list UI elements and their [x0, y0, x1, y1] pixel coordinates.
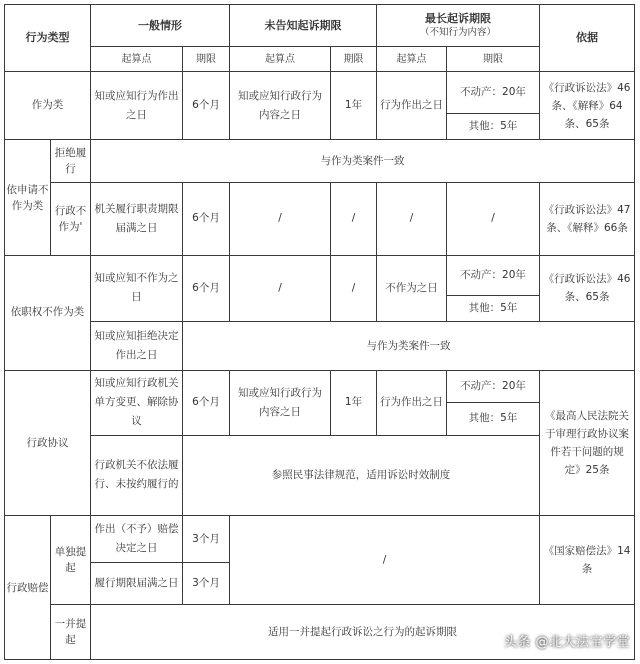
omission-apply-fail-start: 机关履行职责期限届满之日 [91, 182, 183, 255]
omission-apply-refuse-text: 与作为类案件一致 [91, 140, 635, 182]
omission-duty-max-other: 其他：5年 [447, 296, 540, 322]
header-unknown-start: 起算点 [230, 47, 331, 71]
omission-apply-basis: 《行政诉讼法》47条、《解释》66条 [540, 182, 635, 255]
act-max-start: 行为作出之日 [377, 71, 447, 140]
watermark: 头条 @北大法宝学堂 [503, 635, 630, 650]
omission-duty-refuse-start: 知或应知拒绝决定作出之日 [91, 322, 183, 371]
omission-duty-refuse-text: 与作为类案件一致 [183, 322, 635, 371]
omission-apply-fail-period: 6个月 [183, 182, 230, 255]
row-omission-apply-label: 依申请不作为类 [5, 140, 51, 255]
compensation-slash: / [230, 516, 540, 605]
header-unknown-period: 期限 [331, 47, 377, 71]
row-compensation-label: 行政赔偿 [5, 516, 51, 660]
omission-apply-fail-label: 行政不作为' [51, 182, 91, 255]
omission-duty-max-real-estate: 不动产：20年 [447, 255, 540, 295]
row-act-label: 作为类 [5, 71, 91, 140]
compensation-c1-start: 作出（不予）赔偿决定之日 [91, 516, 183, 562]
agreement-a-max-start: 行为作出之日 [377, 370, 447, 435]
agreement-b-text: 参照民事法律规范，适用诉讼时效制度 [183, 435, 540, 516]
agreement-a-unknown-start: 知或应知行政行为内容之日 [230, 370, 331, 435]
header-max-period-sub: 期限 [447, 47, 540, 71]
agreement-basis: 《最高人民法院关于审理行政协议案件若干问题的规定》25条 [540, 370, 635, 516]
header-general: 一般情形 [91, 5, 230, 47]
omission-duty-general-period: 6个月 [183, 255, 230, 322]
header-general-period: 期限 [183, 47, 230, 71]
header-general-start: 起算点 [91, 47, 183, 71]
compensation-c2-start: 履行期限届满之日 [91, 562, 183, 604]
omission-duty-basis: 《行政诉讼法》46条、65条 [540, 255, 635, 322]
header-max-period-line1: 最长起诉期限 [425, 11, 491, 25]
limitation-table-sheet [4, 4, 634, 660]
row-agreement-label: 行政协议 [5, 370, 91, 516]
compensation-c1-period: 3个月 [183, 516, 230, 562]
act-unknown-period: 1年 [331, 71, 377, 140]
act-max-real-estate: 不动产：20年 [447, 71, 540, 113]
omission-duty-max-start: 不作为之日 [377, 255, 447, 322]
omission-apply-refuse-label: 拒绝履行 [51, 140, 91, 182]
agreement-max-other: 其他：5年 [447, 403, 540, 435]
omission-apply-slash-4: / [447, 182, 540, 255]
compensation-c2-period: 3个月 [183, 562, 230, 604]
omission-duty-general-start: 知或应知不作为之日 [91, 255, 183, 322]
agreement-max-real-estate: 不动产：20年 [447, 370, 540, 402]
act-general-period: 6个月 [183, 71, 230, 140]
compensation-joint-text: 适用一并提起行政诉讼之行为的起诉期限 [91, 605, 635, 660]
omission-duty-slash-1: / [230, 255, 331, 322]
omission-apply-slash-2: / [331, 182, 377, 255]
compensation-joint-label: 一并提起 [51, 605, 91, 660]
agreement-a-start: 知或应知行政机关单方变更、解除协议 [91, 370, 183, 435]
header-max-period-line2: （不知行为内容） [420, 26, 497, 38]
compensation-single-label: 单独提起 [51, 516, 91, 605]
omission-duty-slash-2: / [331, 255, 377, 322]
act-basis: 《行政诉讼法》46条、《解释》64条、65条 [540, 71, 635, 140]
act-max-other: 其他：5年 [447, 114, 540, 140]
header-unknown-content: 未告知起诉期限 [230, 5, 377, 47]
omission-apply-slash-1: / [230, 182, 331, 255]
header-max-start: 起算点 [377, 47, 447, 71]
header-basis: 依据 [540, 5, 635, 72]
agreement-b-start: 行政机关不依法履行、未按约履行的 [91, 435, 183, 516]
omission-apply-slash-3: / [377, 182, 447, 255]
row-omission-duty-label: 依职权不作为类 [5, 255, 91, 370]
limitation-table [4, 4, 635, 660]
act-general-start: 知或应知行为作出之日 [91, 71, 183, 140]
header-behavior-type: 行为类型 [5, 5, 91, 72]
header-max-period [377, 5, 540, 47]
compensation-basis: 《国家赔偿法》14条 [540, 516, 635, 605]
agreement-a-unknown-period: 1年 [331, 370, 377, 435]
act-unknown-start: 知或应知行政行为内容之日 [230, 71, 331, 140]
agreement-a-period: 6个月 [183, 370, 230, 435]
